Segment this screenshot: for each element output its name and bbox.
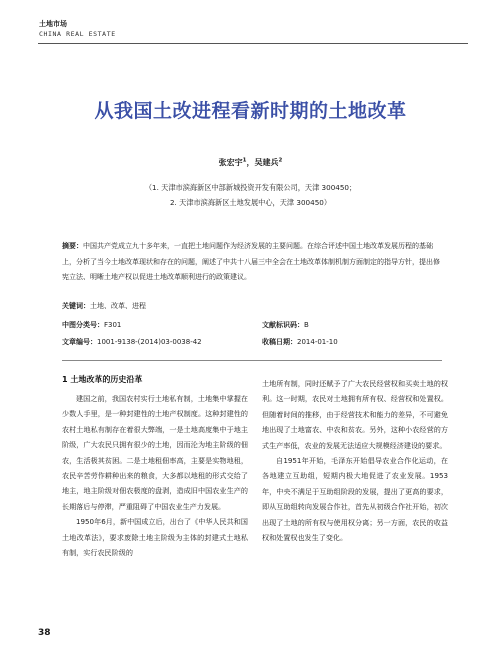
keywords-label: 关键词： [62, 302, 90, 310]
section-heading: 1 土地改革的历史沿革 [62, 375, 143, 384]
paragraph: 土地所有制，同时还赋予了广大农民经营权和买卖土地的权利。这一时期，农民对土地拥有所有权、经营权和处置权。但随着时间的推移，由于经营技术和能力的差异，不可避免地出现了土地富农、中农和贫农。另外，这种小农经营的方式生产率低，农业的发展无法适应大规模经济建设的要求。 [262, 379, 448, 450]
article-number: 文章编号：1001-9138-(2014)03-0038-42 [62, 338, 202, 346]
author-2: 吴建兵 [254, 158, 279, 167]
authors: 张宏宇$^1$，吴建兵$^2$ [218, 157, 283, 167]
right-column [262, 376, 448, 545]
header-rule [38, 43, 468, 44]
keywords-text: 土地、改革、进程 [90, 302, 146, 310]
abstract [62, 239, 442, 286]
document-code: 文献标识码：B [262, 321, 309, 329]
journal-name-en: CHINA REAL ESTATE [39, 30, 116, 38]
abstract-label: 摘要： [62, 242, 83, 250]
received-date: 收稿日期：2014-01-10 [262, 338, 338, 346]
running-header [39, 20, 116, 39]
affiliation-2: 2. 天津市滨海新区土地发展中心，天津 300450） [169, 198, 332, 207]
paragraph: 建国之前，我国农村实行土地私有制，土地集中掌握在少数人手里，是一种封建性的土地产权制度。这种封建性的农村土地私有制存在着很大弊端，一是土地高度集中于地主阶级，广大农民只拥有很少的土地，因而沦为地主阶级的佃农，生活极其贫困。二是土地租佃率高，主要是实物地租，农民辛苦劳作耕种出来的粮食，大多都以地租的形式交给了地主，地主阶级对佃农极度的盘剥，造成旧中国农业生产的长期落后与停滞，严重阻碍了中国农业生产力发展。 [62, 394, 248, 511]
affiliation-1: （1. 天津市滨海新区中部新城投资开发有限公司，天津 300450； [144, 183, 357, 192]
column-name-cn: 土地市场 [39, 20, 67, 28]
paper-title: 从我国土改进程看新时期的土地改革 [94, 100, 407, 122]
paragraph: 自1951年开始，毛泽东开始倡导农业合作化运动，在各地建立互助组，短期内极大地促进了农业发展。1953年，中央不满足于互助组阶段的发展，提出了更高的要求，即从互助组转向发展合作社，首先从初级合作社开始，初次出现了土地的所有权与使用权分离；另一方面，农民的收益权和处置权也发生了变化。 [262, 456, 448, 543]
keywords [62, 301, 146, 311]
clc-number: 中图分类号：F301 [62, 321, 122, 329]
paragraph: 1950年6月，新中国成立后，出台了《中华人民共和国土地改革法》，要求废除土地主阶级为主体的封建式土地私有制，实行农民阶级的 [62, 517, 248, 558]
page-number: 38 [38, 628, 51, 638]
section-divider [62, 360, 442, 361]
abstract-text: 中国共产党成立九十多年来，一直把土地问题作为经济发展的主要问题。在综合评述中国土地改革发展历程的基础上，分析了当今土地改革现状和存在的问题，阐述了中共十八届三中全会在土地改革体制机制方面制定的指导方针，提出修宪立法、明晰土地产权以促进土地改革顺利进行的政策建议。 [62, 242, 440, 281]
author-1: 张宏宇 [218, 158, 243, 167]
left-column [62, 391, 248, 560]
